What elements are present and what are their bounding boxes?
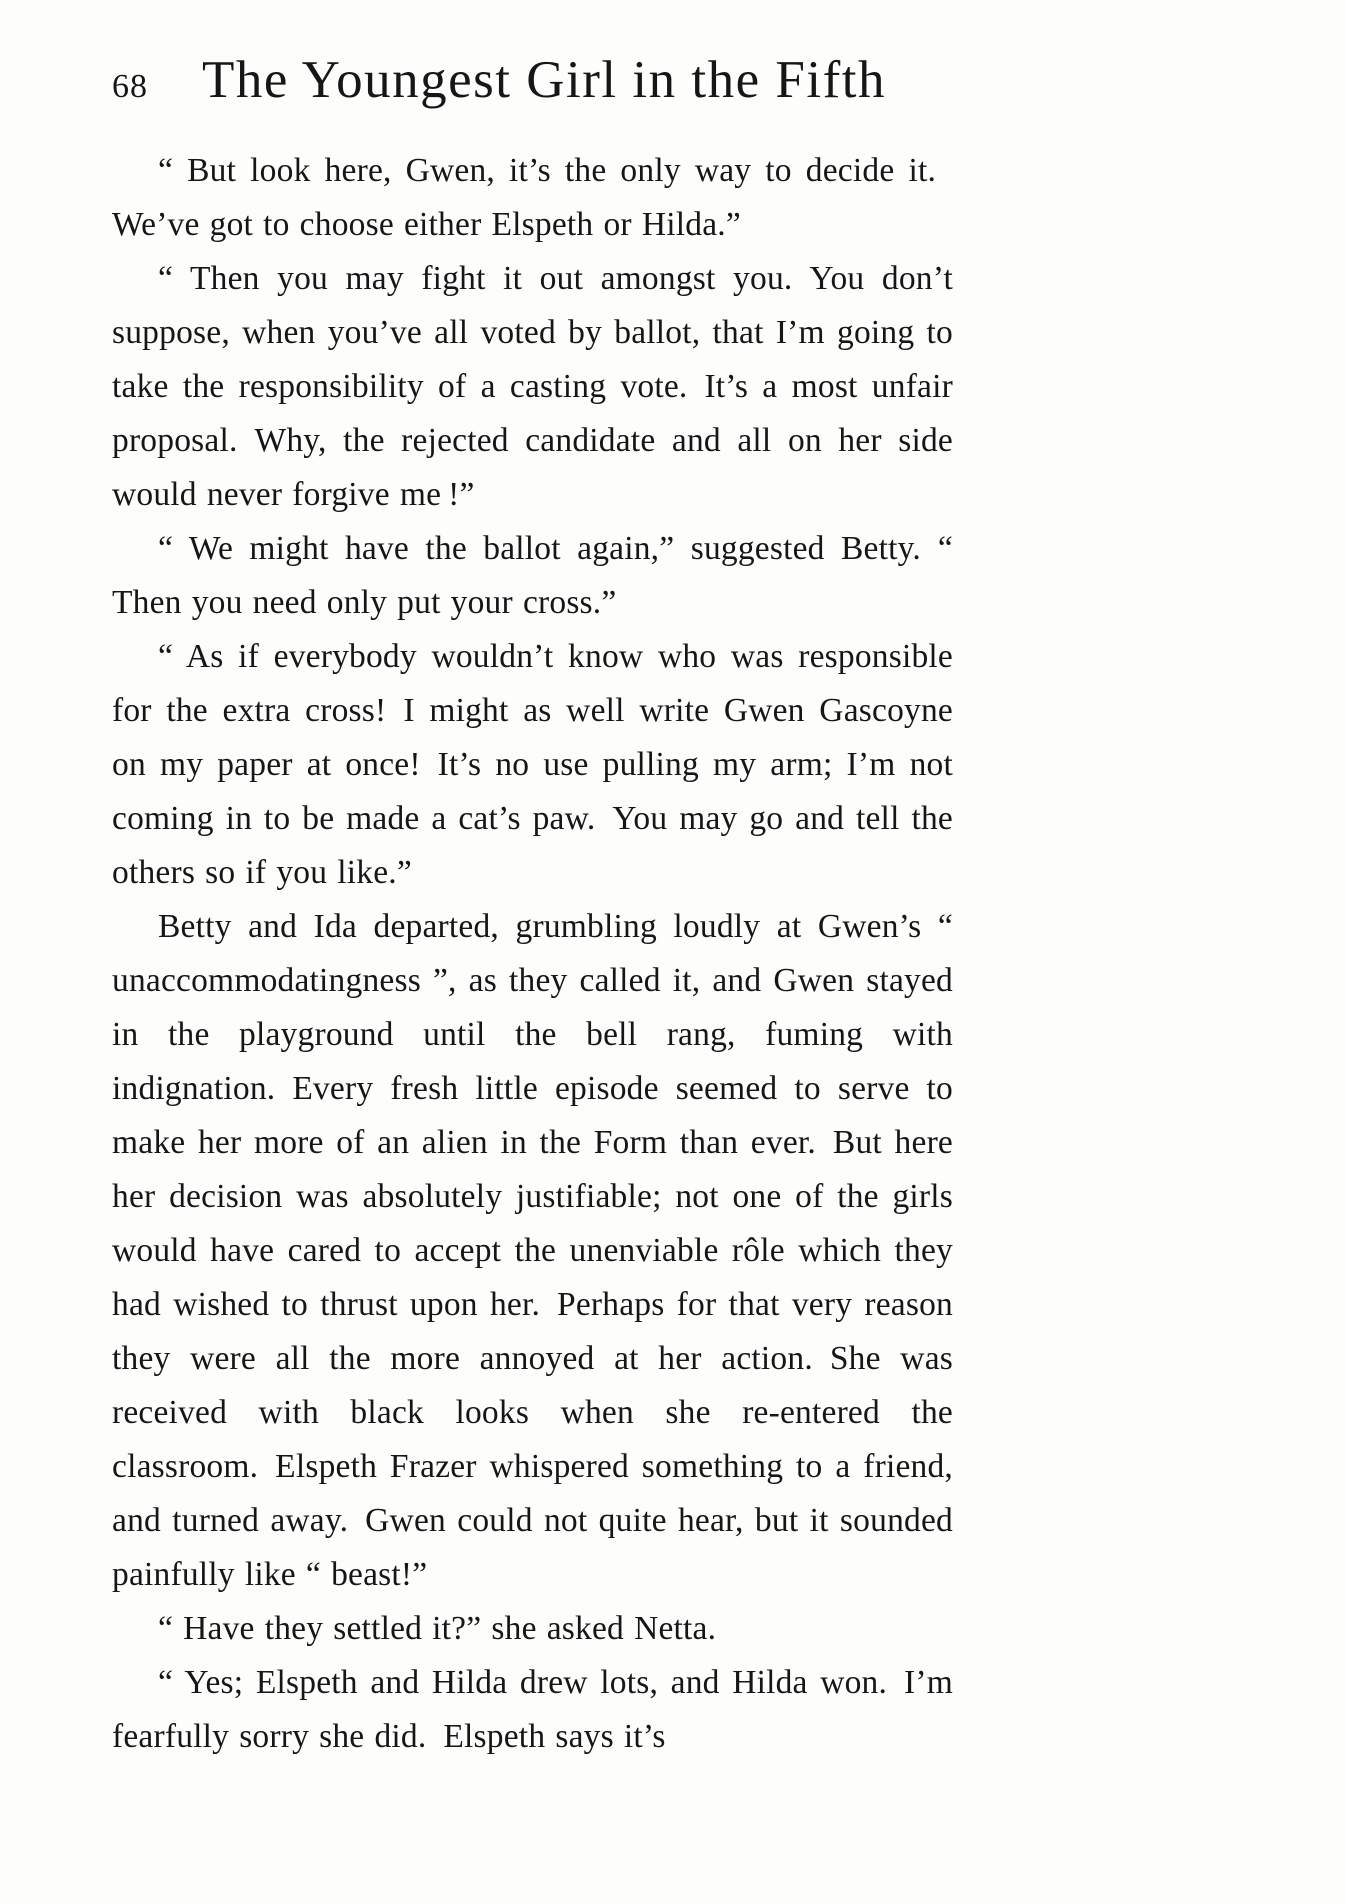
paragraph-4: “ As if everybody wouldn’t know who was responsible for the extra cross! I might as well write Gwen Gascoyne on my paper at once! It’s no use pulling my arm; I’m not coming in to be made a cat’s paw. You may go and tell the others so if you like.” bbox=[112, 638, 953, 891]
paragraph-7: “ Yes; Elspeth and Hilda drew lots, and Hilda won. I’m fearfully sorry she did. Elspeth says it’s bbox=[112, 1664, 953, 1755]
page-title: The Youngest Girl in the Fifth bbox=[202, 51, 886, 109]
paragraph-5: Betty and Ida departed, grumbling loudly at Gwen’s “ unaccommodatingness ”, as they called it, and Gwen stayed in the playground until the bell rang, fuming with indignation. Every fresh little episode seemed to serve to make her more of an alien in the Form than ever. But here her decision was absolutely justifiable; not one of the girls would have cared to accept the unenviable rôle which they had wished to thrust upon her. Perhaps for that very reason they were all the more annoyed at her action. She was received with black looks when she re-entered the classroom. Elspeth Frazer whispered something to a friend, and turned away. Gwen could not quite hear, but it sounded painfully like “ beast!” bbox=[112, 908, 953, 1593]
paragraph-1: “ But look here, Gwen, it’s the only way to decide it. We’ve got to choose either Elspeth or Hilda.” bbox=[112, 152, 953, 243]
page-header bbox=[112, 50, 953, 110]
paragraph-2: “ Then you may fight it out amongst you. You don’t suppose, when you’ve all voted by ballot, that I’m going to take the responsibility of a casting vote. It’s a most unfair proposal. Why, the rejected candidate and all on her side would never forgive me !” bbox=[112, 260, 953, 513]
body-text bbox=[112, 144, 953, 1764]
paragraph-6: “ Have they settled it?” she asked Netta. bbox=[158, 1610, 717, 1647]
page-number: 68 bbox=[112, 68, 148, 105]
paragraph-3: “ We might have the ballot again,” suggested Betty. “ Then you need only put your cross.” bbox=[112, 530, 953, 621]
